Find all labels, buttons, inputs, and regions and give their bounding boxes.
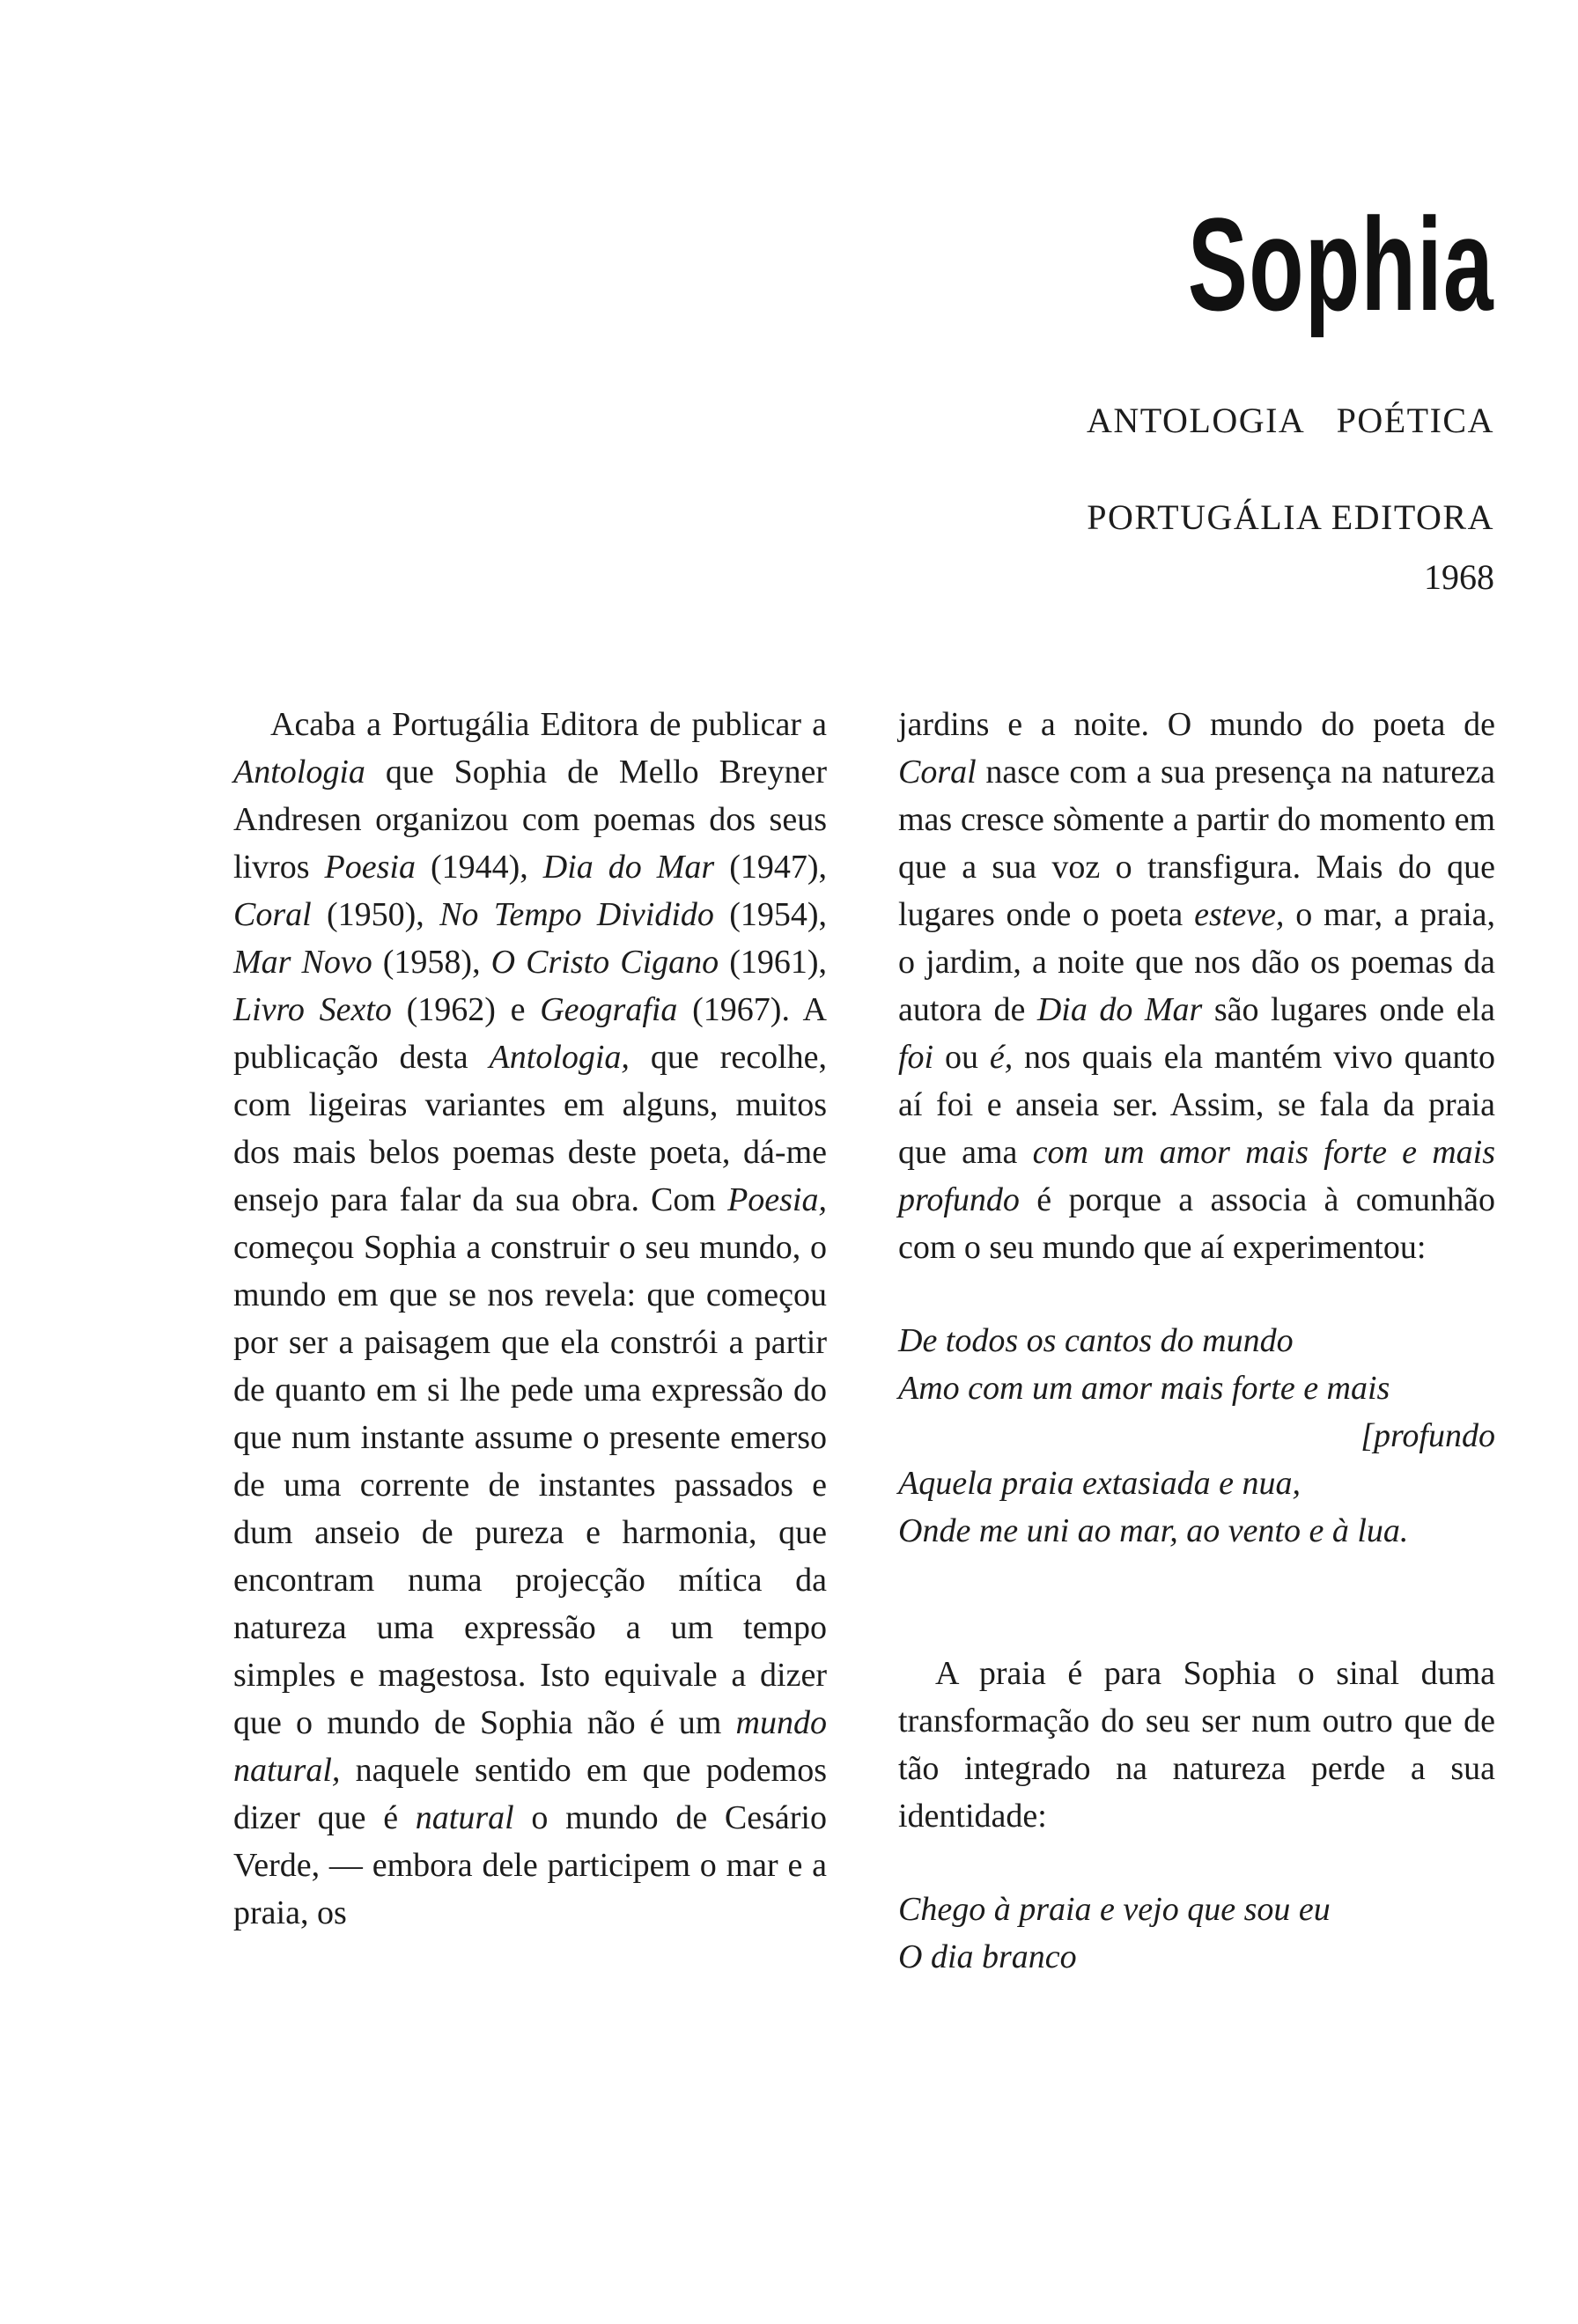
verse-line-continuation: [profundo — [1360, 1417, 1495, 1454]
book-subtitle: ANTOLOGIA POÉTICA — [1087, 401, 1494, 440]
verse-quote-2 — [898, 1886, 1495, 1981]
verse-quote-1 — [898, 1317, 1495, 1555]
paragraph-3: A praia é para Sophia o sinal duma transformação do seu ser num outro que de tão integrado na natureza perde a sua identidade: — [898, 1655, 1495, 1835]
verse-line: Onde me uni ao mar, ao vento e à lua. — [898, 1512, 1409, 1549]
left-column — [233, 701, 827, 1937]
paragraph-1: Acaba a Portugália Editora de publicar a Antologia que Sophia de Mello Breyner Andresen organizou com poemas dos seus livros Poesia (1944), Dia do Mar (1947), Coral (1950), No Tempo Dividido (1954), Mar Novo (1958), O Cristo Cigano (1961), Livro Sexto (1962) e Geografia (1967). A publicação desta Antologia, que recolhe, com ligeiras variantes em alguns, muitos dos mais belos poemas deste poeta, dá-me ensejo para falar da sua obra. Com Poesia, começou Sophia a construir o seu mundo, o mundo em que se nos revela: que começou por ser a paisagem que ela constrói a partir de quanto em si lhe pede uma expressão do que num instante assume o presente emerso de uma corrente de instantes passados e dum anseio de pureza e harmonia, que encontram numa projecção mítica da natureza uma expressão a um tempo simples e magestosa. Isto equivale a dizer que o mundo de Sophia não é um mundo natural, naquele sentido em que podemos dizer que é natural o mundo de Cesário Verde, — embora dele participem o mar e a praia, os — [233, 706, 828, 1931]
verse-line: Chego à praia e vejo que sou eu — [898, 1891, 1331, 1928]
verse-line: Aquela praia extasiada e nua, — [898, 1465, 1301, 1502]
paragraph-2: jardins e a noite. O mundo do poeta de Coral nasce com a sua presença na natureza mas cresce sòmente a partir do momento em que a sua voz o transfigura. Mais do que lugares onde o poeta esteve, o mar, a praia, o jardim, a noite que nos dão os poemas da autora de Dia do Mar são lugares onde ela foi ou é, nos quais ela mantém vivo quanto aí foi e anseia ser. Assim, se fala da praia que ama com um amor mais forte e mais profundo é porque a associa à comunhão com o seu mundo que aí experimentou: — [898, 706, 1496, 1266]
publication-year: 1968 — [1424, 557, 1494, 597]
verse-line: O dia branco — [898, 1938, 1077, 1975]
verse-line: De todos os cantos do mundo — [898, 1322, 1294, 1359]
verse-line: Amo com um amor mais forte e mais — [898, 1370, 1390, 1407]
publisher-name: PORTUGÁLIA EDITORA — [1087, 497, 1494, 537]
article-title: Sophia — [1187, 190, 1494, 338]
right-column — [898, 701, 1495, 1981]
